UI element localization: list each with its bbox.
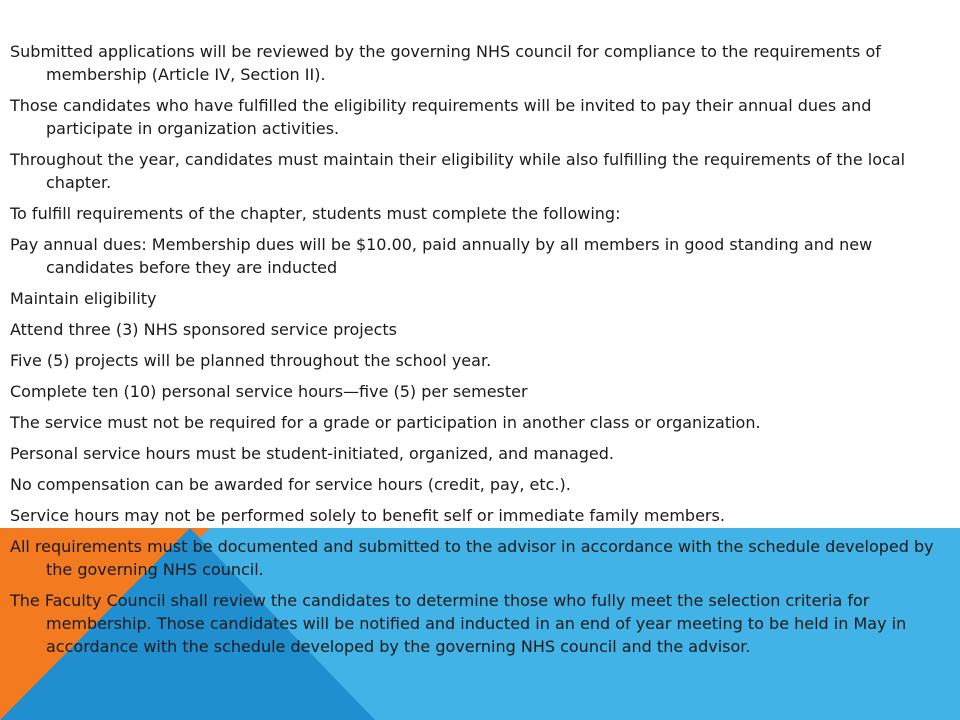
paragraph-documented: All requirements must be documented and submitted to the advisor in accordance with the schedule developed by the governing NHS council.: [10, 537, 934, 579]
paragraph-maintain-year: Throughout the year, candidates must maintain their eligibility while also fulfilling the requirements of the local chapter.: [10, 150, 906, 192]
paragraph-no-compensation: No compensation can be awarded for service hours (credit, pay, etc.).: [10, 475, 571, 494]
paragraph-invited: Those candidates who have fulfilled the eligibility requirements will be invited to pay their annual dues and participate in organization activities.: [10, 96, 872, 138]
paragraph-chapter-requirements: To fulfill requirements of the chapter, students must complete the following:: [10, 204, 621, 223]
paragraph-maintain-eligibility: Maintain eligibility: [10, 289, 157, 308]
slide-body-text: [10, 40, 942, 666]
paragraph-not-self-benefit: Service hours may not be performed solely to benefit self or immediate family members.: [10, 506, 725, 525]
paragraph-service-projects: Attend three (3) NHS sponsored service projects: [10, 320, 397, 339]
paragraph-student-initiated: Personal service hours must be student-initiated, organized, and managed.: [10, 444, 614, 463]
paragraph-faculty-council: The Faculty Council shall review the candidates to determine those who fully meet the selection criteria for membership. Those candidates will be notified and inducted in an end of year meeting to be held in May in accordance with the schedule developed by the governing NHS council and the advisor.: [10, 591, 907, 656]
paragraph-not-required: The service must not be required for a grade or participation in another class or organization.: [10, 413, 761, 432]
paragraph-annual-dues: Pay annual dues: Membership dues will be $10.00, paid annually by all members in good standing and new candidates before they are inducted: [10, 235, 873, 277]
paragraph-service-hours: Complete ten (10) personal service hours—five (5) per semester: [10, 382, 528, 401]
paragraph-projects-planned: Five (5) projects will be planned throughout the school year.: [10, 351, 492, 370]
paragraph-review: Submitted applications will be reviewed by the governing NHS council for compliance to the requirements of membership (Article IV, Section II).: [10, 42, 881, 84]
